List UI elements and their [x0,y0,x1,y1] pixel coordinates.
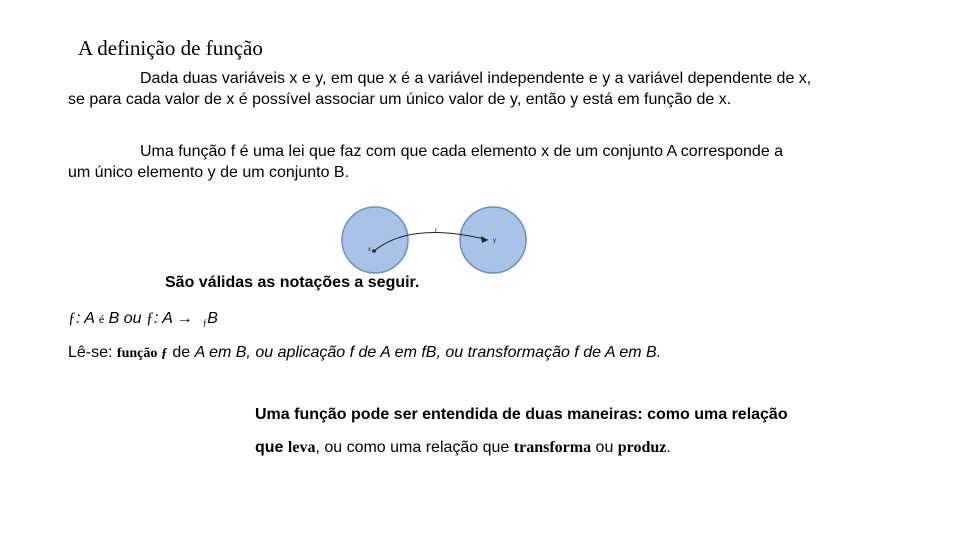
element-x-label: x [368,247,371,253]
page-title: A definição de função [78,36,263,60]
notation-line [68,308,218,334]
notation-f-symbol-2: ƒ [145,310,154,327]
notation-subscript-f: ƒ [202,318,208,328]
function-law-line-1: Uma função f é uma lei que faz com que cada elemento x de um conjunto A corresponde a [140,143,784,160]
sets-mapping-diagram [330,200,540,280]
notation-part3: : A → [153,310,193,327]
conclusion-leva: leva [287,439,316,456]
conclusion-end: . [666,439,671,456]
reading-de: de [167,344,195,361]
notation-part1: : A [76,310,99,327]
reading-funcao: função ƒ [116,346,168,361]
notations-heading: São válidas as notações a seguir. [165,274,420,291]
notation-e: é [98,312,105,326]
function-f-label: f [435,229,437,235]
function-law-line-2: um único elemento y de um conjunto B. [68,164,350,181]
conclusion-produz: produz [617,439,667,456]
conclusion-que: que [255,439,288,456]
conclusion-line-2 [255,437,671,458]
reading-rest: A em B, ou aplicação f de A em fB, ou transformação f de A em B. [194,344,662,361]
conclusion-mid: , ou como uma relação que [315,439,514,456]
definition-line-1: Dada duas variáveis x e y, em que x é a variável independente e y a variável dependente de x, [140,70,812,87]
reading-line [68,342,661,364]
set-a-circle [342,207,408,273]
notation-part2: B ou [104,310,146,327]
conclusion-line-1: Uma função pode ser entendida de duas maneiras: como uma relação [255,406,788,423]
reading-prefix: Lê-se: [68,344,117,361]
notation-f-symbol: ƒ [68,310,76,327]
conclusion-transforma: transforma [513,439,592,456]
notation-part4: B [207,310,218,327]
conclusion-ou: ou [591,439,618,456]
element-y-label: y [493,238,496,244]
element-x-dot [372,249,376,253]
definition-line-2: se para cada valor de x é possível associar um único valor de y, então y está em função de x. [68,91,732,108]
